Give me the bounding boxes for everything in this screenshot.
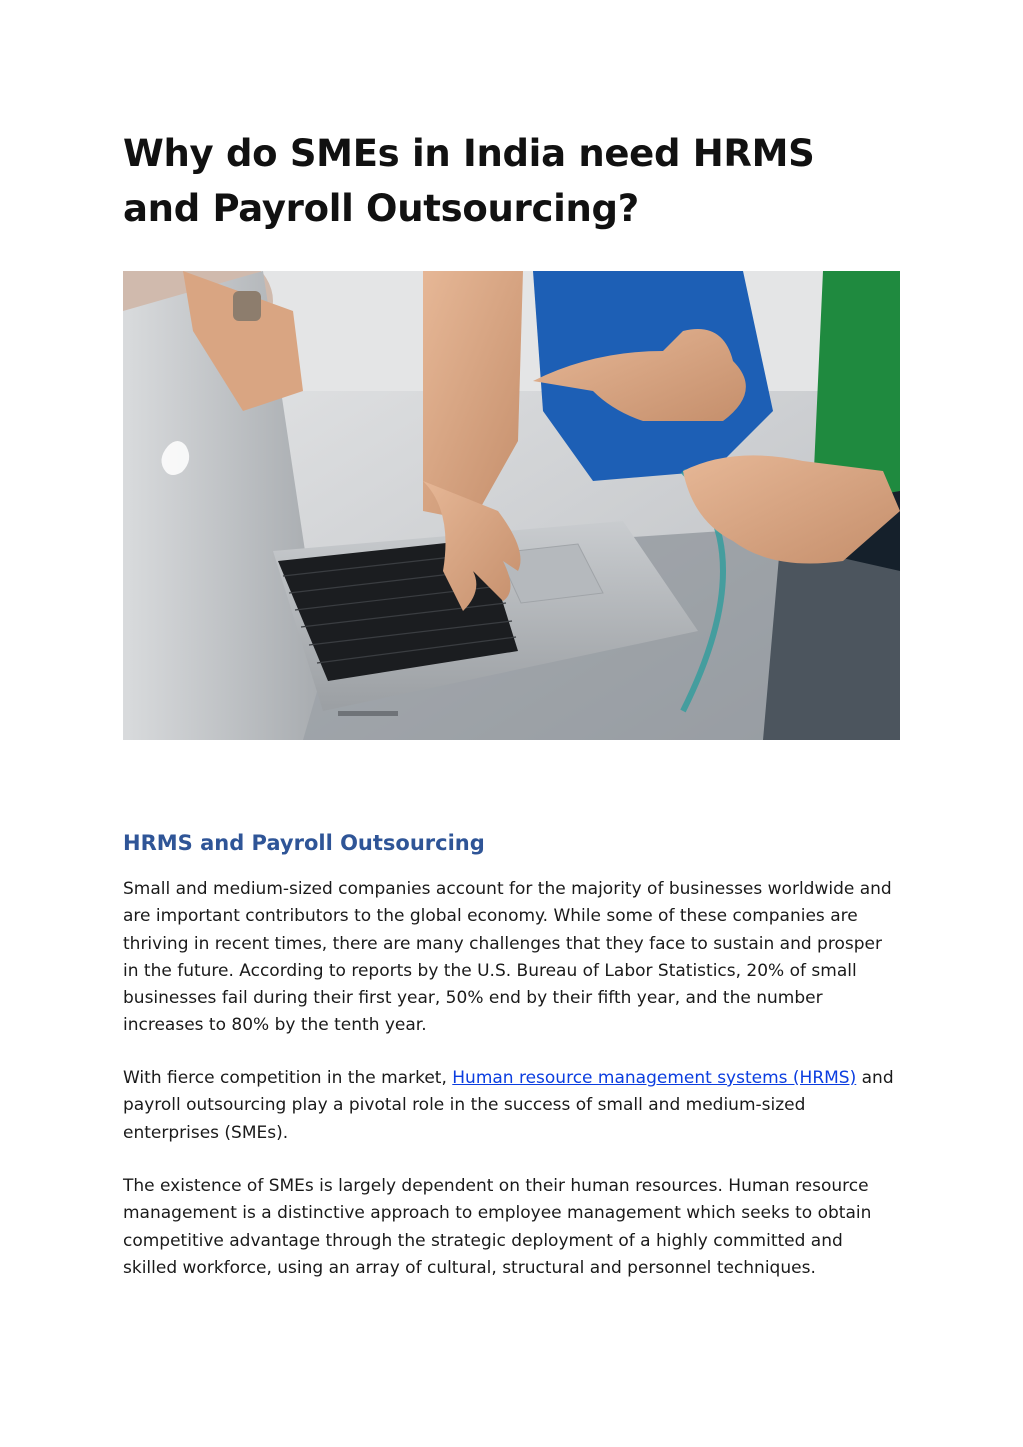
paragraph-competition bbox=[123, 1065, 898, 1147]
laptop-photo bbox=[123, 271, 900, 740]
paragraph-text: and payroll outsourcing play a pivotal role in the success of small and medium-sized enterprises (SMEs). bbox=[123, 1068, 894, 1143]
paragraph-intro: Small and medium-sized companies account for the majority of businesses worldwide and are important contributors to the global economy. While some of these companies are thriving in recent times, there are many challenges that they face to sustain and prosper in the future. According to reports by the U.S. Bureau of Labor Statistics, 20% of small businesses fail during their first year, 50% end by their fifth year, and the number increases to 80% by the tenth year. bbox=[123, 879, 892, 1036]
paragraph-human-resources: The existence of SMEs is largely dependent on their human resources. Human resource management is a distinctive approach to employee management which seeks to obtain competitive advantage through the strategic deployment of a highly committed and skilled workforce, using an array of cultural, structural and personnel techniques. bbox=[123, 1176, 872, 1278]
section-heading: HRMS and Payroll Outsourcing bbox=[123, 831, 485, 855]
paragraph-text: With fierce competition in the market, bbox=[123, 1068, 453, 1088]
page-title: Why do SMEs in India need HRMS and Payroll Outsourcing? bbox=[123, 132, 815, 230]
hrms-link[interactable]: Human resource management systems (HRMS) bbox=[452, 1068, 857, 1088]
